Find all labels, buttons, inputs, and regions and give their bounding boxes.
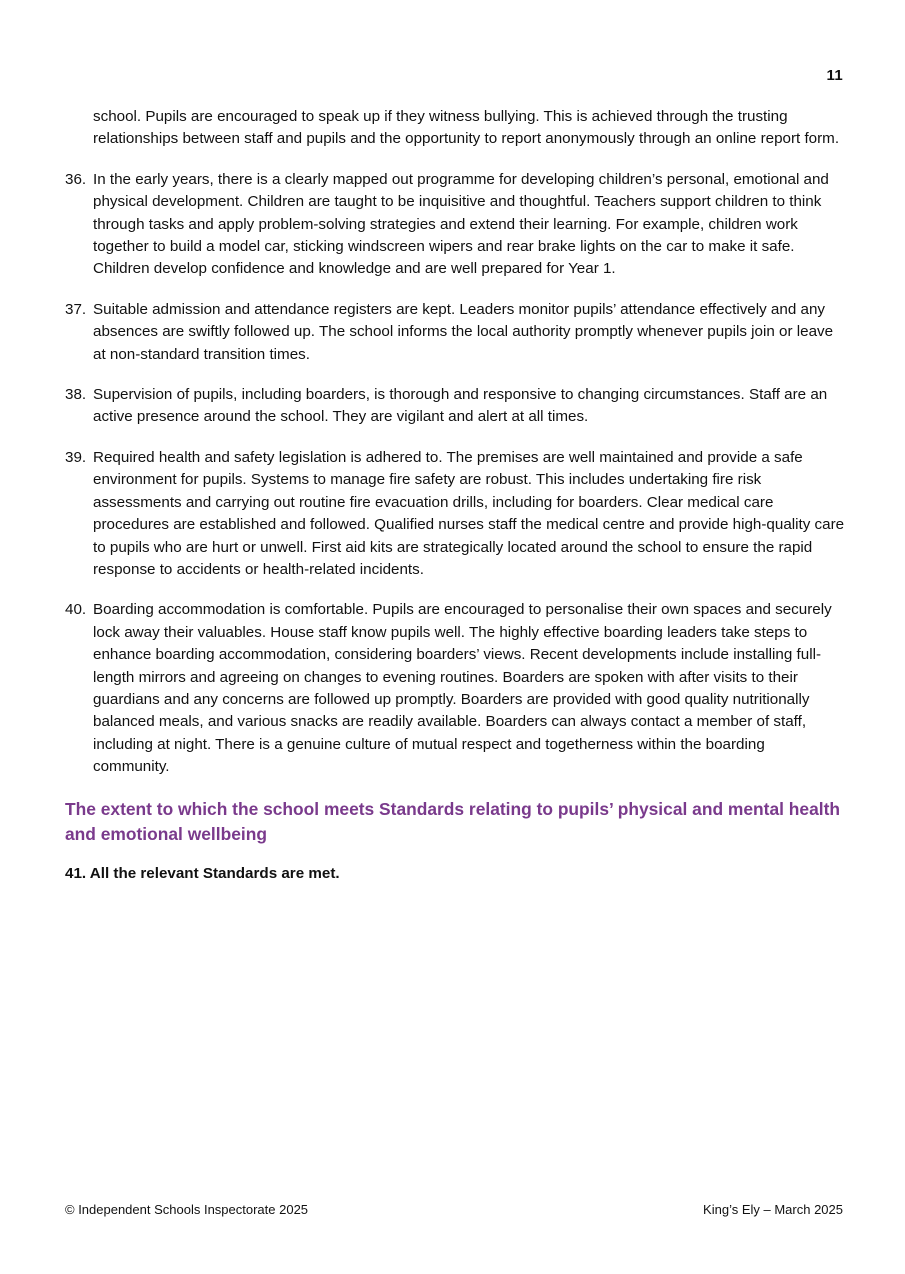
page-footer bbox=[65, 1202, 843, 1217]
paragraph-number: 40. bbox=[65, 601, 87, 619]
paragraph-text: Boarding accommodation is comfortable. Pupils are encouraged to personalise their own spaces and securely lock away their valuables. House staff know pupils well. The highly effective boarding leaders take steps to enhance boarding accommodation, considering boarders’ views. Recent developments include installing full-length mirrors and agreeing on changes to evening routines. Boarders are spoken with after visits to their guardians and any concerns are followed up promptly. Boarders are provided with good quality nutritionally balanced meals, and various snacks are readily available. Boarders can always contact a member of staff, including at night. There is a genuine culture of mutual respect and togetherness within the boarding community. bbox=[93, 601, 832, 776]
numbered-paragraph-40 bbox=[65, 599, 845, 778]
paragraph-number: 38. bbox=[65, 386, 87, 404]
continuation-paragraph: school. Pupils are encouraged to speak up if they witness bullying. This is achieved through the trusting relationships between staff and pupils and the opportunity to report anonymously through an online report form. bbox=[93, 108, 840, 148]
standards-statement: 41. All the relevant Standards are met. bbox=[65, 864, 340, 882]
paragraph-number: 36. bbox=[65, 170, 87, 188]
paragraph-text: Required health and safety legislation is adhered to. The premises are well maintained and provide a safe environment for pupils. Systems to manage fire safety are robust. This includes undertaking fire risk assessments and carrying out routine fire evacuation drills, including for boarders. Clear medical care procedures are established and followed. Qualified nurses staff the medical centre and provide high-quality care to pupils who are hurt or unwell. First aid kits are strategically located around the school to ensure the rapid response to accidents or health-related incidents. bbox=[93, 448, 845, 578]
numbered-paragraph-36 bbox=[65, 169, 845, 281]
footer-report-title: King’s Ely – March 2025 bbox=[703, 1202, 843, 1217]
document-body bbox=[65, 106, 845, 885]
paragraph-text: Suitable admission and attendance registers are kept. Leaders monitor pupils’ attendance effectively and any absences are swiftly followed up. The school informs the local authority promptly whenever pupils join or leave at non-standard transition times. bbox=[93, 300, 834, 363]
numbered-paragraph-38 bbox=[65, 384, 845, 429]
paragraph-text: In the early years, there is a clearly mapped out programme for developing children’s personal, emotional and physical development. Children are taught to be inquisitive and thoughtful. Teachers support children to think through tasks and apply problem-solving strategies and extend their learning. For example, children work together to build a model car, sticking windscreen wipers and rear brake lights on the car to make it safe. Children develop confidence and knowledge and are well prepared for Year 1. bbox=[93, 170, 829, 278]
numbered-paragraph-39 bbox=[65, 447, 845, 581]
numbered-paragraph-37 bbox=[65, 299, 845, 366]
footer-copyright: © Independent Schools Inspectorate 2025 bbox=[65, 1202, 309, 1217]
page-number: 11 bbox=[826, 67, 843, 84]
section-heading: The extent to which the school meets Standards relating to pupils’ physical and mental health and emotional wellbeing bbox=[65, 798, 840, 844]
paragraph-number: 37. bbox=[65, 300, 87, 318]
paragraph-text: Supervision of pupils, including boarders, is thorough and responsive to changing circumstances. Staff are an active presence around the school. They are vigilant and alert at all times. bbox=[93, 386, 828, 426]
paragraph-number: 39. bbox=[65, 448, 87, 466]
